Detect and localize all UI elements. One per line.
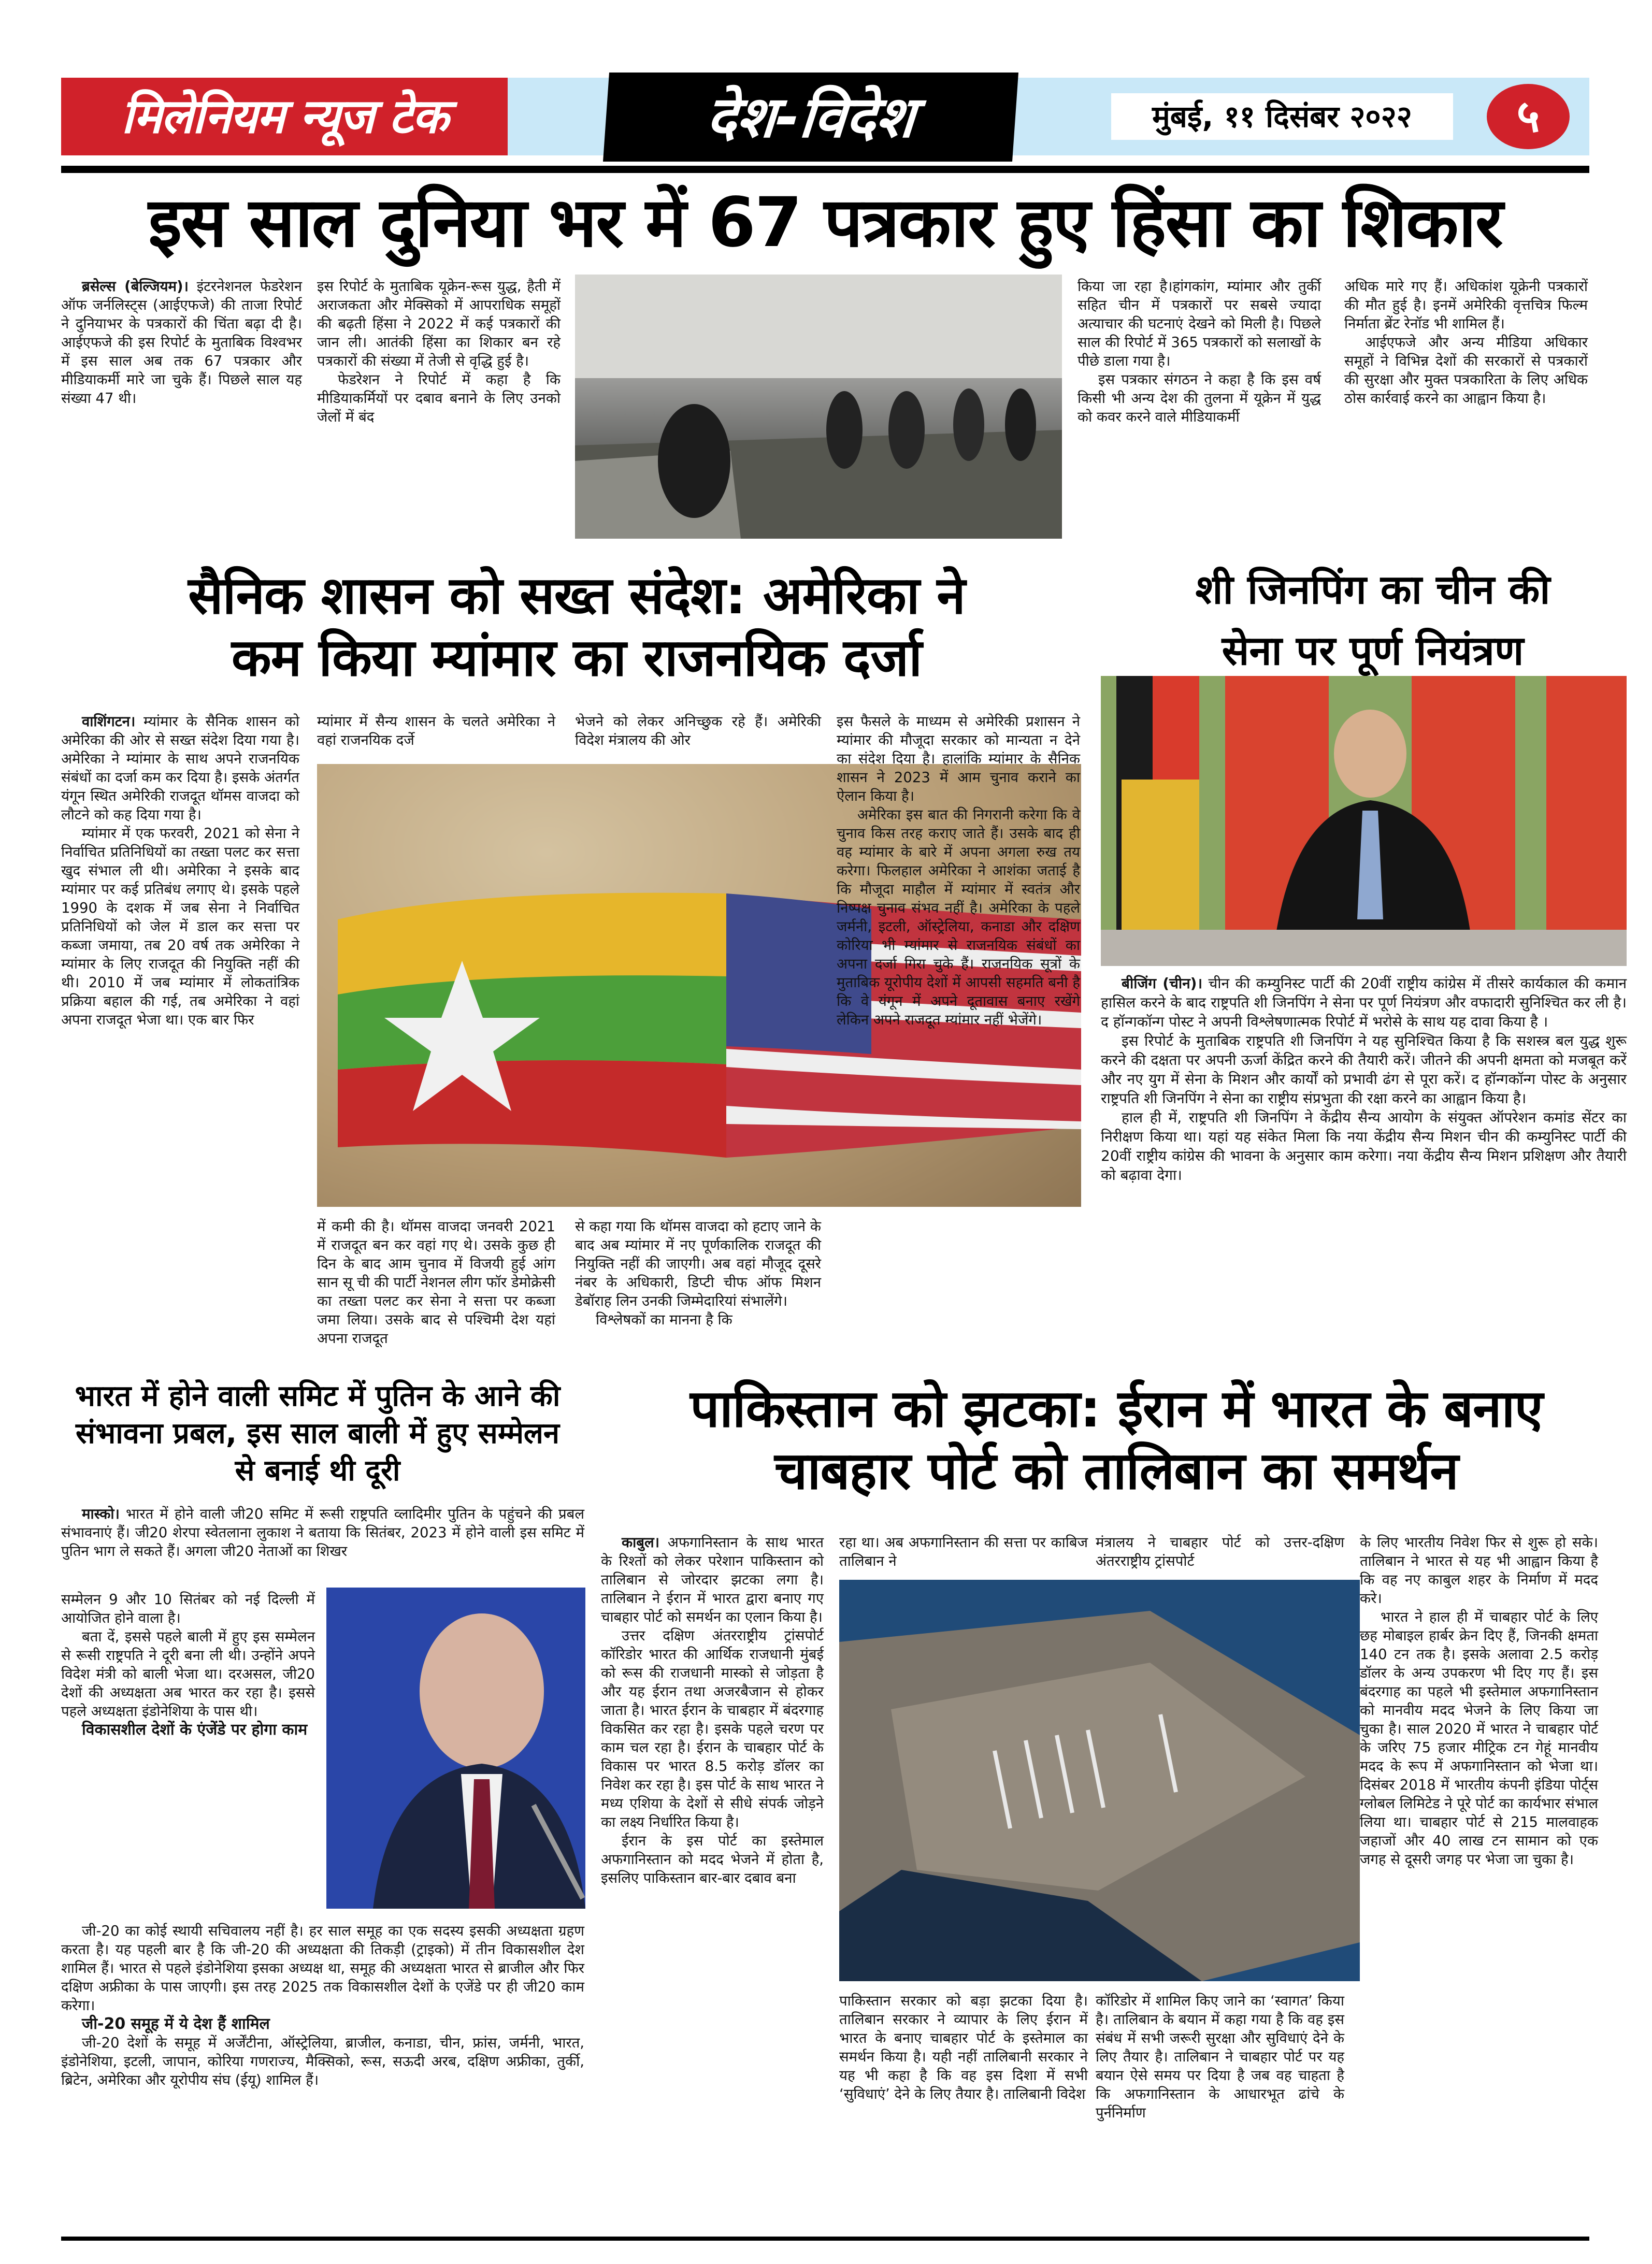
chabahar-col-1: काबुल। अफगानिस्तान के साथ भारत के रिश्तों को लेकर परेशान पाकिस्तान को तालिबान से जोरदार झटका लगा है। तालिबान ने ईरान में भारत द्वारा बनाए गए चाबहार पोर्ट को समर्थन का एलान किया है। उत्तर दक्षिण अंतरराष्ट्रीय ट्रांसपोर्ट कॉरिडोर भारत की आर्थिक राजधानी मुंबई को रूस की राजधानी मास्को से जोड़ता है और यह ईरान तथा अजरबैजान से होकर जाता है। भारत ईरान के चाबहार में बंदरगाह विकसित कर रहा है। इसके पहले चरण पर काम चल रहा है। ईरान के चाबहार पोर्ट के विकास पर भारत 8.5 करोड़ डॉलर का निवेश कर रहा है। इस पोर्ट के साथ भारत ने मध्य एशिया के देशों से सीधे संपर्क जोड़ने का लक्ष्य निर्धारित किया है। ईरान के इस पोर्ट का इस्तेमाल अफगानिस्तान को मदद भेजने में होता है, इसलिए पाकिस्तान बार-बार दबाव बना <box>601 1534 824 1886</box>
putin-lead: मास्को। भारत में होने वाली जी20 समिट में रूसी राष्ट्रपति व्लादिमीर पुतिन के पहुंचने की प्रबल संभावनाएं हैं। जी20 शेरपा स्वेतलाना लुकाश ने बताया कि सितंबर, 2023 में होने वाली इस समिट में पुतिन भाग ले सकते हैं। अगला जी20 नेताओं का शिखर <box>61 1506 584 1560</box>
section-label: देश-विदेश <box>603 73 1018 162</box>
myanmar-col-2-bottom: में कमी की है। थॉमस वाजदा जनवरी 2021 में राजदूत बन कर वहां गए थे। उसके कुछ ही दिन के बाद आम चुनाव में विजयी हुई आंग सान सू ची की पार्टी नेशनल लीग फॉर डेमोक्रेसी का तख्ता पलट कर सेना ने सत्ता पर कब्जा जमा लिया। उसके बाद से पश्चिमी देश यहां अपना राजदूत <box>317 1218 555 1347</box>
subhead-g20-members: जी-20 समूह में ये देश हैं शामिल <box>82 2015 270 2033</box>
chabahar-col-4: के लिए भारतीय निवेश फिर से शुरू हो सके। तालिबान ने भारत से यह भी आह्वान किया है कि वह नए काबुल शहर के निर्माण में मदद करे। भारत ने हाल ही में चाबहार पोर्ट के लिए छह मोबाइल हार्बर क्रेन दिए हैं, जिनकी क्षमता 140 टन तक है। इसके अलावा 2.5 करोड़ डॉलर के अन्य उपकरण भी दिए गए हैं। इस बंदरगाह का पहले भी इस्तेमाल अफगानिस्तान को मानवीय मदद भेजने के लिए किया जा चुका है। साल 2020 में भारत ने चाबहार पोर्ट के जरिए 75 हजार मीट्रिक टन गेहूं मानवीय मदद के रूप में अफगानिस्तान को भेजा था। दिसंबर 2018 में भारतीय कंपनी इंडिया पोर्ट्स ग्लोबल लिमिटेड ने पूरे पोर्ट का कार्यभार संभाल लिया था। चाबहार पोर्ट से 215 मालवाहक जहाजों और 40 लाख टन सामान को एक जगह से दूसरी जगह पर भेजा जा चुका है। <box>1360 1534 1598 1868</box>
myanmar-col-4: इस फैसले के माध्यम से अमेरिकी प्रशासन ने म्यांमार की मौजूदा सरकार को मान्यता न देने का संदेश दिया है। हालांकि म्यांमार के सैनिक शासन ने 2023 में आम चुनाव कराने का ऐलान किया है। अमेरिका इस बात की निगरानी करेगा कि वे चुनाव किस तरह कराए जाते हैं। उसके बाद ही वह म्यांमार के बारे में अपना अगला रुख तय करेगा। फिलहाल अमेरिका ने आशंका जताई है कि मौजूदा माहौल में म्यांमार में स्वतंत्र और निष्पक्ष चुनाव संभव नहीं है। अमेरिका के पहले जर्मनी, इटली, ऑस्ट्रेलिया, कनाडा और दक्षिण कोरिया भी म्यांमार से राजनयिक संबंधों का अपना दर्जा गिरा चुके हैं। राजनयिक सूत्रों के मुताबिक यूरोपीय देशों में आपसी सहमति बनी है कि वे यंगून में अपने दूतावास बनाए रखेंगे लेकिन अपने राजदूत म्यांमार नहीं भेजेंगे। <box>837 713 1080 1028</box>
page-number-badge: ५ <box>1487 84 1570 149</box>
port-photo-art <box>839 1580 1360 1981</box>
dateline-moscow: मास्को। <box>82 1506 120 1522</box>
journalists-col-4: अधिक मारे गए हैं। अधिकांश यूक्रेनी पत्रकारों की मौत हुई है। इनमें अमेरिकी वृत्तचित्र फिल्म निर्माता ब्रेंट रेनॉड भी शामिल हैं। आईएफजे और अन्य मीडिया अधिकार समूहों ने विभिन्न देशों की सरकारों से पत्रकारों की सुरक्षा और मुक्त पत्रकारिता के लिए अधिक ठोस कार्रवाई करने का आह्वान किया है। <box>1344 278 1588 407</box>
putin-side-text: सम्मेलन 9 और 10 सितंबर को नई दिल्ली में आयोजित होने वाला है। बता दें, इससे पहले बाली में हुए इस सम्मेलन से रूसी राष्ट्रपति ने दूरी बना ली थी। उन्होंने अपने विदेश मंत्री को बाली भेजा था। दरअसल, जी20 देशों की अध्यक्षता अब भारत कर रहा है। इससे पहले अध्यक्षता इंडोनेशिया के पास थी। विकासशील देशों के एंजेंडे पर होगा काम <box>61 1591 315 1739</box>
header-divider <box>61 166 1589 173</box>
headline-chabahar: पाकिस्तान को झटका: ईरान में भारत के बनाए चाबहार पोर्ट को तालिबान का समर्थन <box>690 1378 1543 1501</box>
subhead-developing-agenda: विकासशील देशों के एंजेंडे पर होगा काम <box>82 1721 308 1739</box>
putin-photo-art <box>326 1588 585 1909</box>
journalists-col-2: इस रिपोर्ट के मुताबिक यूक्रेन-रूस युद्ध, हैती में अराजकता और मेक्सिको में आपराधिक समूहों की बढ़ती हिंसा ने 2022 में कई पत्रकारों की जान ली। आतंकी हिंसा का शिकार बन रहे पत्रकारों की संख्या में तेजी से वृद्धि हुई है। फेडरेशन ने रिपोर्ट में कहा है कि मीडियाकर्मियों पर दबाव बनाने के लिए उनको जेलों में बंद <box>317 278 561 425</box>
dateline-kabul: काबुल। <box>622 1534 660 1551</box>
chabahar-port-aerial-photo <box>839 1580 1360 1981</box>
headline-journalists: इस साल दुनिया भर में 67 पत्रकार हुए हिंसा का शिकार <box>148 183 1502 263</box>
issue-date: मुंबई, ११ दिसंबर २०२२ <box>1111 93 1453 140</box>
dateline-washington: वाशिंगटन। <box>82 713 136 730</box>
chabahar-col-3-top: मंत्रालय ने चाबहार पोर्ट को उत्तर-दक्षिण अंतरराष्ट्रीय ट्रांसपोर्ट <box>1096 1534 1344 1569</box>
xi-jinping-photo <box>1101 676 1627 966</box>
myanmar-col-3-top: भेजने को लेकर अनिच्छुक रहे हैं। अमेरिकी विदेश मंत्रालय की ओर <box>575 713 821 748</box>
putin-photo <box>326 1588 585 1909</box>
footer-divider <box>61 2237 1589 2241</box>
dateline-beijing: बीजिंग (चीन)। <box>1122 975 1203 992</box>
headline-putin: भारत में होने वाली समिट में पुतिन के आने की संभावना प्रबल, इस साल बाली में हुए सम्मेलन से बनाई थी दूरी <box>75 1379 561 1488</box>
headline-xi-jinping: शी जिनपिंग का चीन की सेना पर पूर्ण नियंत्रण <box>1195 567 1550 674</box>
journalists-photo-art <box>575 275 1062 539</box>
myanmar-col-2-top: म्यांमार में सैन्य शासन के चलते अमेरिका ने वहां राजनयिक दर्जे <box>317 713 555 748</box>
putin-body: जी-20 का कोई स्थायी सचिवालय नहीं है। हर साल समूह का एक सदस्य इसकी अध्यक्षता ग्रहण करता है। यह पहली बार है कि जी-20 की अध्यक्षता की तिकड़ी (ट्राइको) में तीन विकासशील देश शामिल हैं। भारत से पहले इंडोनेशिया इसका अध्यक्ष था, समूह की अध्यक्षता भारत से ब्राजील और फिर दक्षिण अफ्रीका के पास जाएगी। इस तरह 2025 तक विकासशील देशों के एजेंडे पर ही जी20 काम करेगा। जी-20 समूह में ये देश हैं शामिल जी-20 देशों के समूह में अर्जेंटीना, ऑस्ट्रेलिया, ब्राजील, कनाडा, चीन, फ्रांस, जर्मनी, भारत, इंडोनेशिया, इटली, जापान, कोरिया गणराज्य, मैक्सिको, रूस, सऊदी अरब, दक्षिण अफ्रीका, तुर्की, ब्रिटेन, अमेरिका और यूरोपीय संघ (ईयू) शामिल हैं। <box>61 1923 584 2088</box>
myanmar-col-3-bottom: से कहा गया कि थॉमस वाजदा को हटाए जाने के बाद अब म्यांमार में नए पूर्णकालिक राजदूत की नियुक्ति नहीं की जाएगी। अब वहां मौजूद दूसरे नंबर के अधिकारी, डिप्टी चीफ ऑफ मिशन डेबॉराह लिन उनकी जिम्मेदारियां संभालेंगे। विश्लेषकों का मानना है कि <box>575 1218 821 1328</box>
newspaper-brand: मिलेनियम न्यूज टेक <box>61 78 508 155</box>
dateline-brussels: ब्रसेल्स (बेल्जियम)। <box>82 278 189 295</box>
myanmar-col-1: वाशिंगटन। म्यांमार के सैनिक शासन को अमेरिका की ओर से सख्त संदेश दिया गया है। अमेरिका ने म्यांमार के साथ अपने राजनयिक संबंधों का दर्जा कम कर दिया है। इसके अंतर्गत यंगून स्थित अमेरिकी राजदूत थॉमस वाजदा को लौटने को कह दिया गया है। म्यांमार में एक फरवरी, 2021 को सेना ने निर्वाचित प्रतिनिधियों का तख्ता पलट कर सत्ता खुद संभाल ली थी। अमेरिका ने इसके बाद म्यांमार पर कई प्रतिबंध लगाए थे। इसके पहले 1990 के दशक में जब सेना ने निर्वाचित प्रतिनिधियों को जेल में डाल कर सत्ता पर कब्जा जमाया, तब 20 वर्ष तक अमेरिका ने म्यांमार के लिए राजदूत की नियुक्ति नहीं की थी। 2010 में जब म्यांमार में लोकतांत्रिक प्रक्रिया बहाल की गई, तब अमेरिका ने वहां अपना राजदूत भेजा था। एक बार फिर <box>61 713 299 1028</box>
chabahar-col-2-bottom: पाकिस्तान सरकार को बड़ा झटका दिया है। तालिबान सरकार ने व्यापार के लिए ईरान में भारत के बनाए चाबहार पोर्ट के इस्तेमाल का समर्थन किया है। यही नहीं तालिबानी सरकार ने यह भी कहा है कि वह इस दिशा में सभी ‘सुविधाएं’ देने के लिए तैयार है। तालिबानी विदेश <box>839 1993 1088 2102</box>
journalists-running-photo <box>575 275 1062 539</box>
chabahar-col-3-bottom: कॉरिडोर में शामिल किए जाने का ‘स्वागत’ किया है। तालिबान के बयान में कहा गया है कि वह इस संबंध में सभी जरूरी सुरक्षा और सुविधाएं देने के लिए तैयार है। तालिबान ने चाबहार पोर्ट पर यह बयान ऐसे समय पर दिया है जब वह चाहता है कि अफगानिस्तान के आधारभूत ढांचे के पुर्ननिर्माण <box>1096 1993 1344 2121</box>
xi-photo-art <box>1101 676 1627 966</box>
xi-body: बीजिंग (चीन)। चीन की कम्युनिस्ट पार्टी की 20वीं राष्ट्रीय कांग्रेस में तीसरे कार्यकाल की कमान हासिल करने के बाद राष्ट्रपति शी जिनपिंग ने सेना पर पूर्ण नियंत्रण और वफादारी सुनिश्चित कर ली है। द हॉन्गकॉन्ग पोस्ट ने अपनी विश्लेषणात्मक रिपोर्ट में भरोसे के साथ यह दावा किया है । इस रिपोर्ट के मुताबिक राष्ट्रपति शी जिनपिंग ने यह सुनिश्चित किया है कि सशस्त्र बल युद्ध शुरू करने की दक्षता पर अपनी ऊर्जा केंद्रित करने की तैयारी करें। जीतने की अपनी क्षमता को मजबूत करें और नए युग में सेना के मिशन और कार्यों को प्रभावी ढंग से पूरा करें। द हॉन्गकॉन्ग पोस्ट के अनुसार राष्ट्रपति शी जिनपिंग ने सेना का राष्ट्रीय संप्रभुता की रक्षा करने का आह्वान किया है। हाल ही में, राष्ट्रपति शी जिनपिंग ने केंद्रीय सैन्य आयोग के संयुक्त ऑपरेशन कमांड सेंटर का निरीक्षण किया था। यहां यह संकेत मिला कि नया केंद्रीय सैन्य मिशन चीन की कम्युनिस्ट पार्टी की 20वीं राष्ट्रीय कांग्रेस की भावना के अनुसार काम करेगा। नया केंद्रीय सैन्य मिशन प्रशिक्षण और तैयारी को बढ़ावा देगा। <box>1101 975 1627 1184</box>
journalists-col-1: ब्रसेल्स (बेल्जियम)। इंटरनेशनल फेडरेशन ऑफ जर्नलिस्ट्स (आईएफजे) की ताजा रिपोर्ट ने दुनियाभर के पत्रकारों की चिंता बढ़ा दी है। आईएफजे की इस रिपोर्ट के मुताबिक विश्वभर में इस साल अब तक 67 पत्रकार और मीडियाकर्मी मारे जा चुके हैं। पिछले साल यह संख्या 47 थी। <box>61 278 302 407</box>
journalists-col-3: किया जा रहा है।हांगकांग, म्यांमार और तुर्की सहित चीन में पत्रकारों पर सबसे ज्यादा अत्याचार की घटनाएं देखने को मिली है। पिछले साल की रिपोर्ट में 365 पत्रकारों को सलाखों के पीछे डाला गया है। इस पत्रकार संगठन ने कहा है कि इस वर्ष किसी भी अन्य देश की तुलना में यूक्रेन में युद्ध को कवर करने वाले मीडियाकर्मी <box>1078 278 1321 425</box>
headline-myanmar: सैनिक शासन को सख्त संदेश: अमेरिका ने कम किया म्यांमार का राजनयिक दर्जा <box>188 565 965 688</box>
chabahar-col-2-top: रहा था। अब अफगानिस्तान की सत्ता पर काबिज तालिबान ने <box>839 1534 1088 1569</box>
